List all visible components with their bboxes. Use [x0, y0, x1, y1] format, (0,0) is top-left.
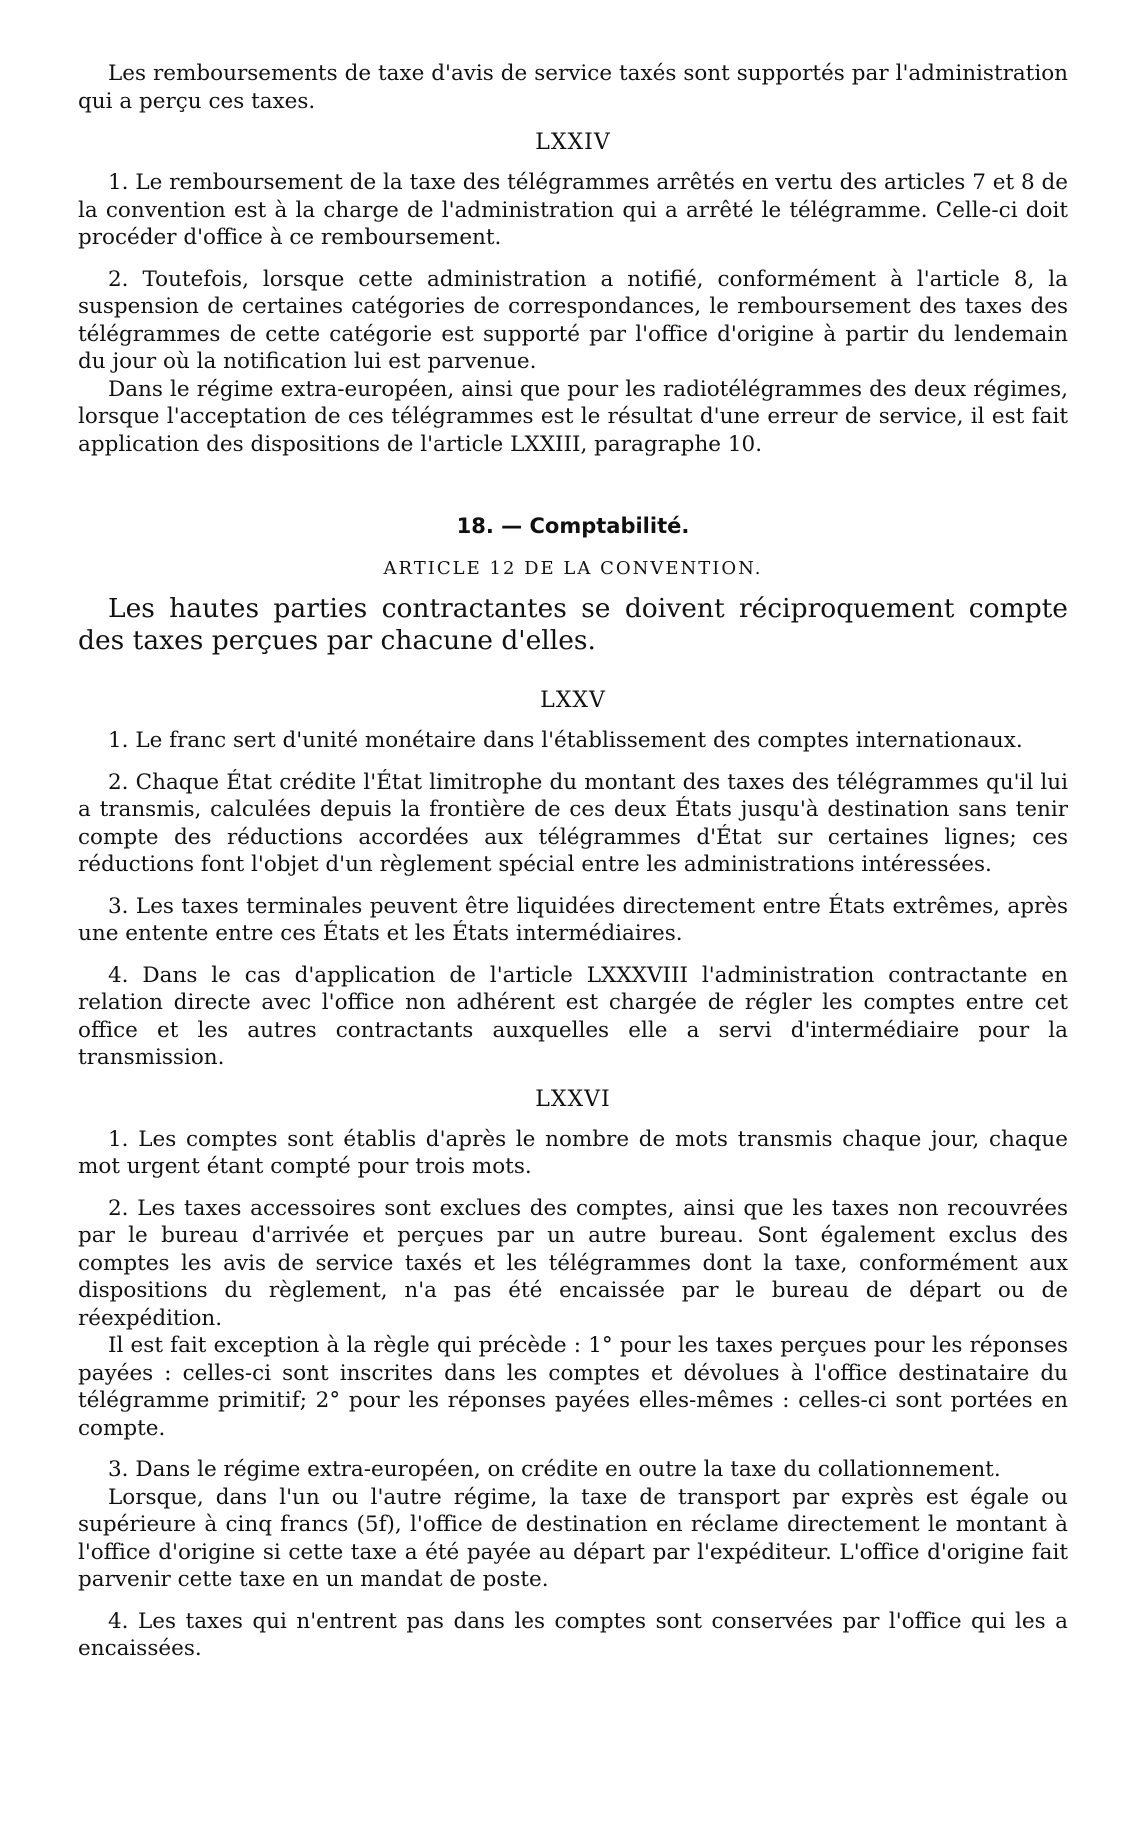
heading-lxxvi: LXXVI — [535, 1086, 611, 1112]
lxxv-paragraph-2: 2. Chaque État crédite l'État limitrophe du montant des taxes des télégrammes qu'il lui a transmis, calculées depuis la frontière de ces deux États jusqu'à destination sans tenir compte des réductions accordées aux télégrammes d'État sur certaines lignes; ces réductions font l'objet d'un règlement spécial entre les administrations intéressées. — [78, 769, 1068, 877]
lxxvi-paragraph-4: 4. Les taxes qui n'entrent pas dans les comptes sont conservées par l'office qui les a encaissées. — [78, 1608, 1068, 1661]
heading-lxxv: LXXV — [540, 688, 606, 713]
lxxvi-paragraph-1: 1. Les comptes sont établis d'après le nombre de mots transmis chaque jour, chaque mot urgent étant compté pour trois mots. — [78, 1126, 1068, 1179]
top-paragraph: Les remboursements de taxe d'avis de service taxés sont supportés par l'administration qui a perçu ces taxes. — [78, 61, 1068, 114]
lxxvi-paragraph-2: 2. Les taxes accessoires sont exclues des comptes, ainsi que les taxes non recouvrées par le bureau d'arrivée et perçues par un autre bureau. Sont également exclus des comptes les avis de service taxés et les télégrammes dont la taxe, conformément aux dispositions du règlement, n'a pas été encaissée par le bureau de départ ou de réexpédition. — [78, 1195, 1068, 1331]
convention-text: Les hautes parties contractantes se doivent réciproquement compte des taxes perçues par chacune d'elles. — [78, 593, 1068, 656]
heading-lxxiv: LXXIV — [535, 130, 611, 155]
lxxvi-paragraph-2b: Il est fait exception à la règle qui précède : 1° pour les taxes perçues pour les réponses payées : celles-ci sont inscrites dans les comptes et dévolues à l'office destinataire du télégramme primitif; 2° pour les réponses payées elles-mêmes : celles-ci sont portées en compte. — [78, 1333, 1068, 1441]
lxxv-paragraph-3: 3. Les taxes terminales peuvent être liquidées directement entre États extrêmes, après une entente entre ces États et les États intermédiaires. — [78, 893, 1068, 946]
article-heading: ARTICLE 12 DE LA CONVENTION. — [383, 558, 763, 579]
lxxiv-paragraph-2: 2. Toutefois, lorsque cette administration a notifié, conformément à l'article 8, la suspension de certaines catégories de correspondances, le remboursement des taxes des télégrammes de cette catégorie est supporté par l'office d'origine à partir du lendemain du jour où la notification lui est parvenue. — [78, 266, 1068, 374]
document-page — [78, 60, 1068, 1663]
lxxv-paragraph-4: 4. Dans le cas d'application de l'article LXXXVIII l'administration contractante en relation directe avec l'office non adhérent est chargée de régler les comptes entre cet office et les autres contractants auxquelles elle a servi d'intermédiaire pour la transmission. — [78, 962, 1068, 1070]
lxxvi-paragraph-3: 3. Dans le régime extra-européen, on crédite en outre la taxe du collationnement. — [108, 1457, 1001, 1482]
lxxiv-paragraph-3: Dans le régime extra-européen, ainsi que pour les radiotélégrammes des deux régimes, lorsque l'acceptation de ces télégrammes est le résultat d'une erreur de service, il est fait application des dispositions de l'article LXXIII, paragraphe 10. — [78, 376, 1068, 457]
section-title: 18. — Comptabilité. — [456, 514, 690, 538]
lxxvi-paragraph-3b: Lorsque, dans l'un ou l'autre régime, la taxe de transport par exprès est égale ou supérieure à cinq francs (5f), l'office de destination en réclame directement le montant à l'office d'origine si cette taxe a été payée au départ par l'expéditeur. L'office d'origine fait parvenir cette taxe en un mandat de poste. — [78, 1484, 1068, 1592]
lxxv-paragraph-1: 1. Le franc sert d'unité monétaire dans l'établissement des comptes internationaux. — [108, 728, 1023, 753]
lxxiv-paragraph-1: 1. Le remboursement de la taxe des télégrammes arrêtés en vertu des articles 7 et 8 de la convention est à la charge de l'administration qui a arrêté le télégramme. Celle-ci doit procéder d'office à ce remboursement. — [78, 170, 1068, 250]
